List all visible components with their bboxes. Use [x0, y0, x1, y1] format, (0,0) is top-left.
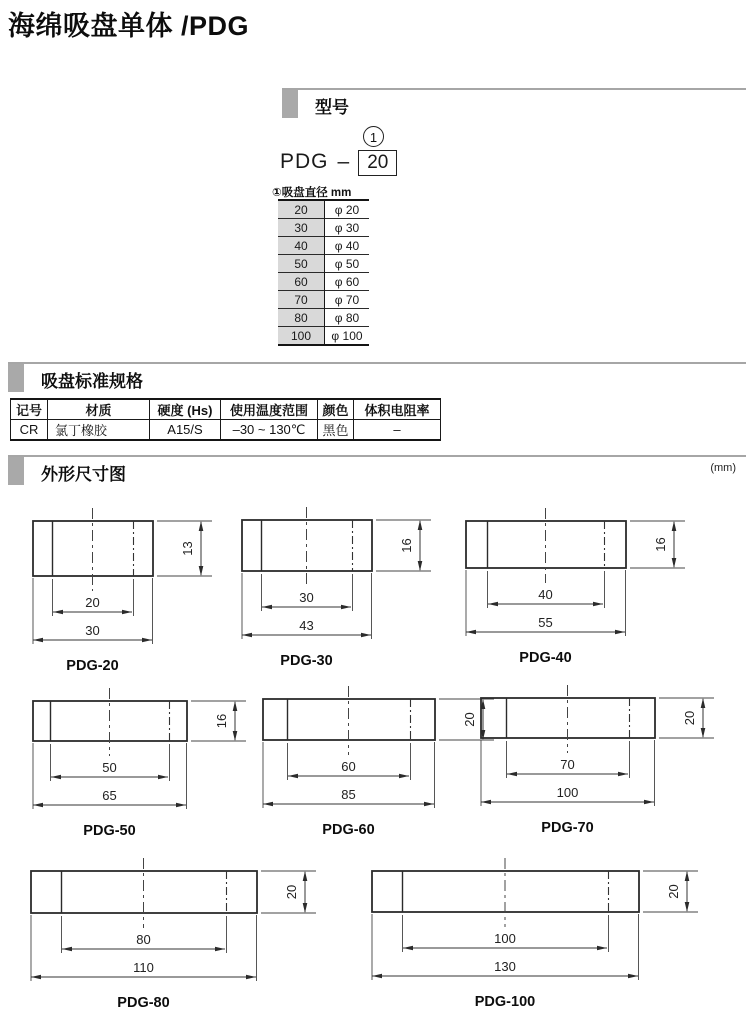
dimensions-section-title: 外形尺寸图	[41, 465, 126, 484]
spec-cell: 氯丁橡胶	[48, 420, 150, 441]
pad-diameter-value: 20	[85, 595, 100, 610]
height-value: 20	[666, 884, 681, 899]
spec-header-cell: 材质	[48, 399, 150, 420]
pad-diameter-value: 30	[299, 590, 314, 605]
height-value: 20	[462, 712, 477, 727]
diameter-value-cell: φ 80	[325, 309, 370, 327]
diameter-value-cell: φ 60	[325, 273, 370, 291]
model-section-title: 型号	[315, 98, 349, 117]
diagram-label: PDG-70	[541, 820, 594, 836]
unit-label: (mm)	[710, 462, 736, 474]
model-size-box: 20	[358, 150, 397, 176]
spec-row	[11, 420, 441, 441]
height-value: 20	[284, 884, 299, 900]
dimension-diagram-PDG-70	[480, 682, 729, 850]
model-section-header	[282, 88, 746, 122]
diameter-row	[278, 219, 369, 237]
diameter-row	[278, 327, 369, 346]
pad-diameter-value: 50	[102, 760, 117, 775]
diameter-table	[278, 199, 369, 346]
outer-diameter-value: 55	[538, 615, 553, 630]
diameter-code-cell: 100	[278, 327, 325, 346]
diagram-label: PDG-50	[83, 823, 136, 839]
diameter-value-cell: φ 40	[325, 237, 370, 255]
spec-cell: –30 ~ 130℃	[221, 420, 318, 441]
height-value: 13	[180, 541, 195, 556]
spec-table	[10, 398, 441, 441]
spec-cell: CR	[11, 420, 48, 441]
height-value: 16	[214, 713, 229, 729]
diameter-code-cell: 30	[278, 219, 325, 237]
outer-diameter-value: 43	[299, 618, 314, 633]
outer-diameter-value: 130	[494, 959, 516, 974]
section-marker-icon	[282, 90, 298, 118]
pad-diameter-value: 40	[538, 587, 553, 602]
callout-circle	[363, 126, 384, 147]
diameter-code-cell: 80	[278, 309, 325, 327]
drawing	[481, 685, 714, 836]
pad-diameter-value: 100	[494, 931, 516, 946]
diagram-label: PDG-80	[117, 995, 170, 1011]
diameter-value-cell: φ 100	[325, 327, 370, 346]
diameter-note: ①吸盘直径 mm	[272, 187, 352, 199]
diagram-label: PDG-30	[280, 653, 333, 669]
diameter-row	[278, 309, 369, 327]
diagram-label: PDG-100	[474, 994, 536, 1010]
height-value: 20	[682, 710, 697, 726]
outer-diameter-value: 100	[556, 785, 579, 800]
diameter-code-cell: 70	[278, 291, 325, 309]
spec-cell: A15/S	[150, 420, 221, 441]
model-separator: –	[337, 150, 350, 173]
diameter-code-cell: 60	[278, 273, 325, 291]
diameter-value-cell: φ 50	[325, 255, 370, 273]
dimension-diagram-PDG-50	[32, 685, 261, 853]
section-marker-icon	[8, 364, 24, 392]
diameter-code-cell: 50	[278, 255, 325, 273]
dimension-diagrams	[0, 490, 754, 1035]
spec-cell: –	[354, 420, 441, 441]
drawing	[466, 508, 685, 666]
drawing	[263, 686, 494, 838]
outer-diameter-value: 30	[85, 623, 100, 638]
outer-diameter-value: 110	[133, 960, 154, 975]
drawing	[33, 688, 246, 839]
diagram-label: PDG-40	[519, 650, 572, 666]
outer-diameter-value: 65	[102, 788, 117, 803]
dimension-diagram-PDG-100	[371, 855, 713, 1024]
diameter-row	[278, 255, 369, 273]
dimension-diagram-PDG-60	[262, 683, 509, 852]
dimension-diagram-PDG-20	[32, 505, 227, 688]
spec-header-cell: 硬度 (Hs)	[150, 399, 221, 420]
diameter-code-cell: 20	[278, 200, 325, 219]
drawing	[31, 858, 316, 1011]
pad-diameter-value: 60	[341, 759, 356, 774]
dimension-diagram-PDG-80	[30, 855, 331, 1025]
spec-section-title: 吸盘标准规格	[41, 372, 143, 391]
drawing	[372, 858, 698, 1010]
spec-header-cell: 颜色	[318, 399, 354, 420]
diagram-label: PDG-20	[66, 658, 119, 674]
drawing	[242, 507, 431, 669]
diameter-value-cell: φ 30	[325, 219, 370, 237]
dimension-diagram-PDG-40	[465, 505, 700, 680]
model-prefix: PDG	[280, 150, 329, 173]
diameter-code-cell: 40	[278, 237, 325, 255]
outer-diameter-value: 85	[341, 787, 356, 802]
diameter-row	[278, 200, 369, 219]
diameter-row	[278, 291, 369, 309]
diameter-value-cell: φ 20	[325, 200, 370, 219]
dimension-diagram-PDG-30	[241, 504, 446, 683]
spec-header-cell: 体积电阻率	[354, 399, 441, 420]
dimensions-section-header	[8, 455, 746, 489]
diameter-value-cell: φ 70	[325, 291, 370, 309]
height-value: 16	[653, 537, 668, 552]
spec-header-cell: 记号	[11, 399, 48, 420]
drawing	[33, 508, 212, 674]
height-value: 16	[399, 538, 414, 553]
diameter-row	[278, 237, 369, 255]
spec-cell: 黑色	[318, 420, 354, 441]
section-marker-icon	[8, 457, 24, 485]
spec-section-header	[8, 362, 746, 396]
diagram-label: PDG-60	[322, 822, 375, 838]
diameter-row	[278, 273, 369, 291]
spec-header-cell: 使用温度范围	[221, 399, 318, 420]
pad-diameter-value: 80	[136, 932, 151, 947]
page-title: 海绵吸盘单体 /PDG	[8, 11, 250, 41]
model-code	[280, 150, 397, 176]
callout-number: 1	[369, 130, 378, 145]
pad-diameter-value: 70	[560, 757, 575, 772]
